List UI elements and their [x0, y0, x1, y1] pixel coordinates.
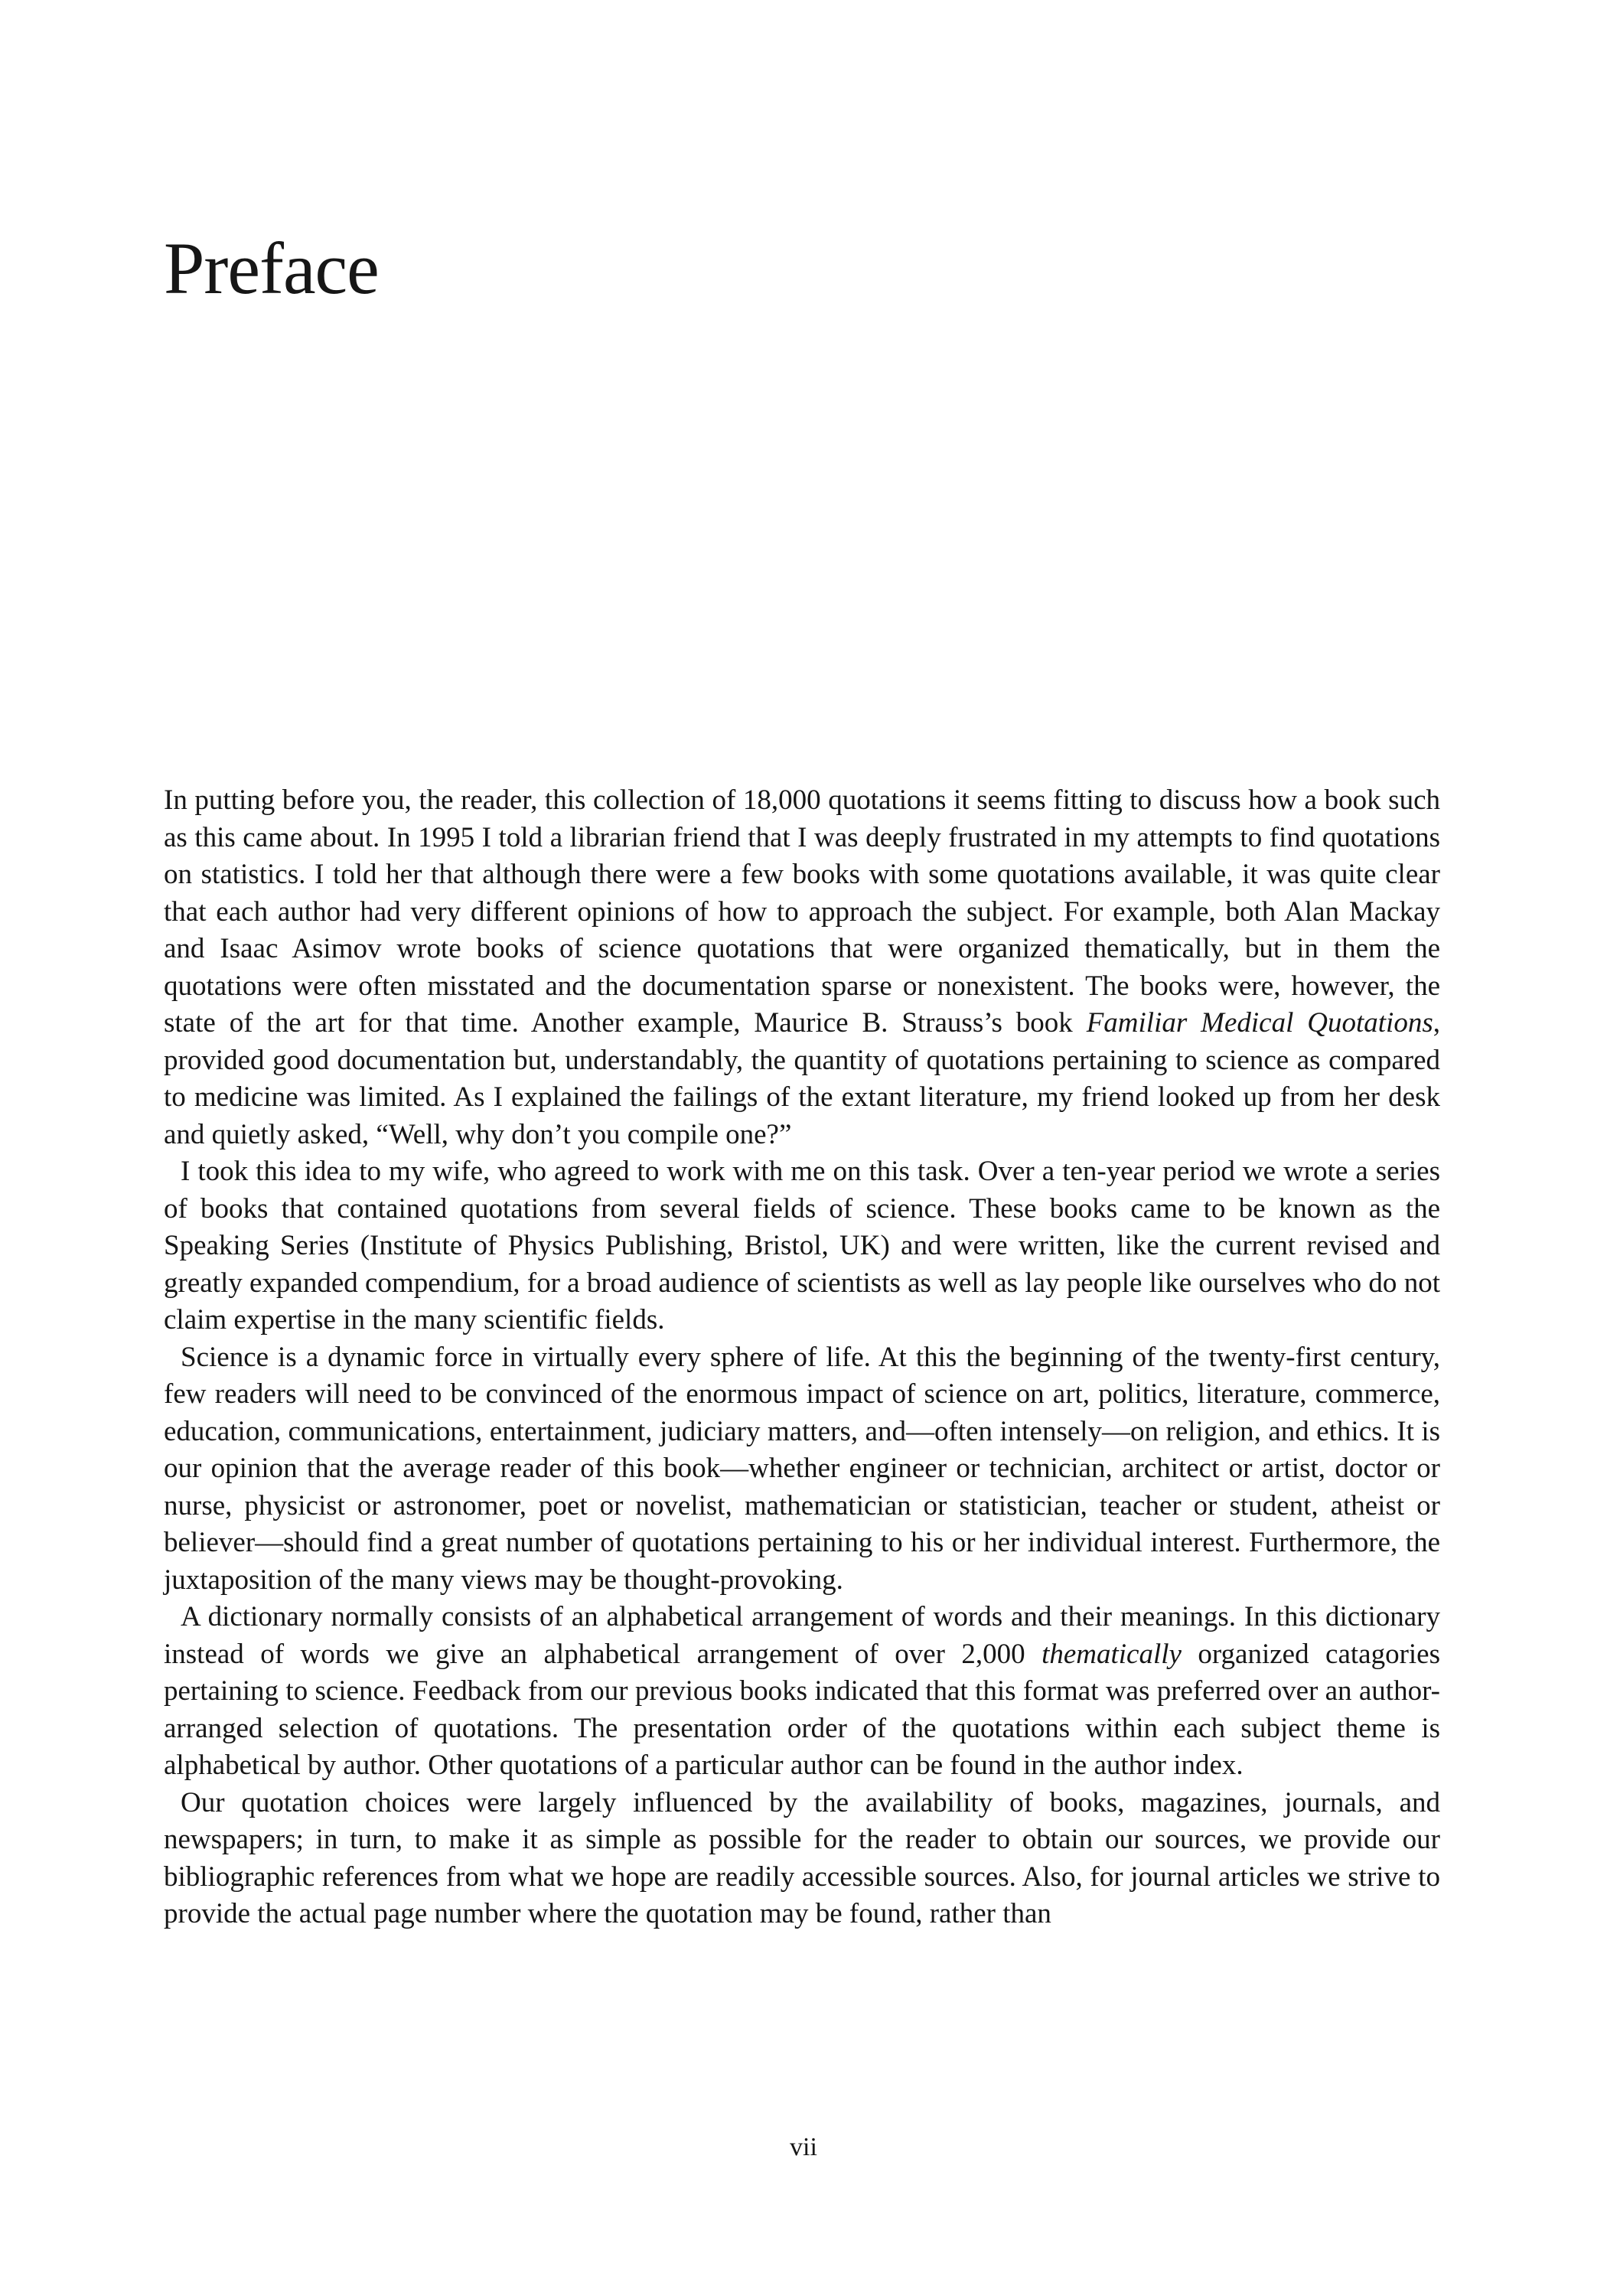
- text-run: In putting before you, the reader, this collection of 18,000 quotations it seems fitting to discuss how a book such as this came about. In 1995 I told a librarian friend that I was deeply frustrated in my attempts to find quotations on statistics. I told her that although there were a few books with some quotations available, it was quite clear that each author had very different opinions of how to approach the subject. For example, both Alan Mackay and Isaac Asimov wrote books of science quotations that were organized thematically, but in them the quotations were often misstated and the documentation sparse or nonexistent. The books were, however, the state of the art for that time. Another example, Maurice B. Strauss’s book: [164, 784, 1440, 1039]
- text-run: I took this idea to my wife, who agreed to work with me on this task. Over a ten-year period we wrote a series of books that contained quotations from several fields of science. These books came to be known as the Speaking Series (Institute of Physics Publishing, Bristol, UK) and were written, like the current revised and greatly expanded compendium, for a broad audience of scientists as well as lay people like ourselves who do not claim expertise in the many scientific fields.: [164, 1156, 1440, 1336]
- italic-text-run: Familiar Medical Quotations: [1086, 1007, 1433, 1039]
- text-run: organized catagories pertaining to science. Feedback from our previous books indicated that this format was preferred over an author-arranged selection of quotations. The presentation order of the quotations within each subject theme is alphabetical by author. Other quotations of a particular author can be found in the author index.: [164, 1638, 1440, 1781]
- paragraph: [164, 1785, 1440, 1933]
- text-run: Science is a dynamic force in virtually every sphere of life. At this the beginning of the twenty-first century, few readers will need to be convinced of the enormous impact of science on art, politics, literature, commerce, education, communications, entertainment, judiciary matters, and—often intensely—on religion, and ethics. It is our opinion that the average reader of this book—whether engineer or technician, architect or artist, doctor or nurse, physicist or astronomer, poet or novelist, mathematician or statistician, teacher or student, atheist or believer—should find a great number of quotations pertaining to his or her individual interest. Furthermore, the juxtaposition of the many views may be thought-provoking.: [164, 1341, 1440, 1596]
- italic-text-run: thematically: [1041, 1638, 1182, 1670]
- text-run: A dictionary normally consists of an alphabetical arrangement of words and their meanings. In this dictionary instead of words we give an alphabetical arrangement of over 2,000: [164, 1601, 1440, 1670]
- preface-body: [164, 782, 1440, 1933]
- paragraph: [164, 1339, 1440, 1600]
- paragraph: [164, 1599, 1440, 1785]
- chapter-title: Preface: [164, 227, 379, 309]
- text-run: , provided good documentation but, understandably, the quantity of quotations pertaining to science as compared to medicine was limited. As I explained the failings of the extant literature, my friend looked up from her desk and quietly asked, “Well, why don’t you compile one?”: [164, 1007, 1440, 1150]
- paragraph: [164, 1153, 1440, 1339]
- paragraph: [164, 782, 1440, 1153]
- text-run: Our quotation choices were largely influenced by the availability of books, magazines, journals, and newspapers; in turn, to make it as simple as possible for the reader to obtain our sources, we provide our bibliographic references from what we hope are readily accessible sources. Also, for journal articles we strive to provide the actual page number where the quotation may be found, rather than: [164, 1786, 1440, 1929]
- page-number: vii: [790, 2133, 817, 2161]
